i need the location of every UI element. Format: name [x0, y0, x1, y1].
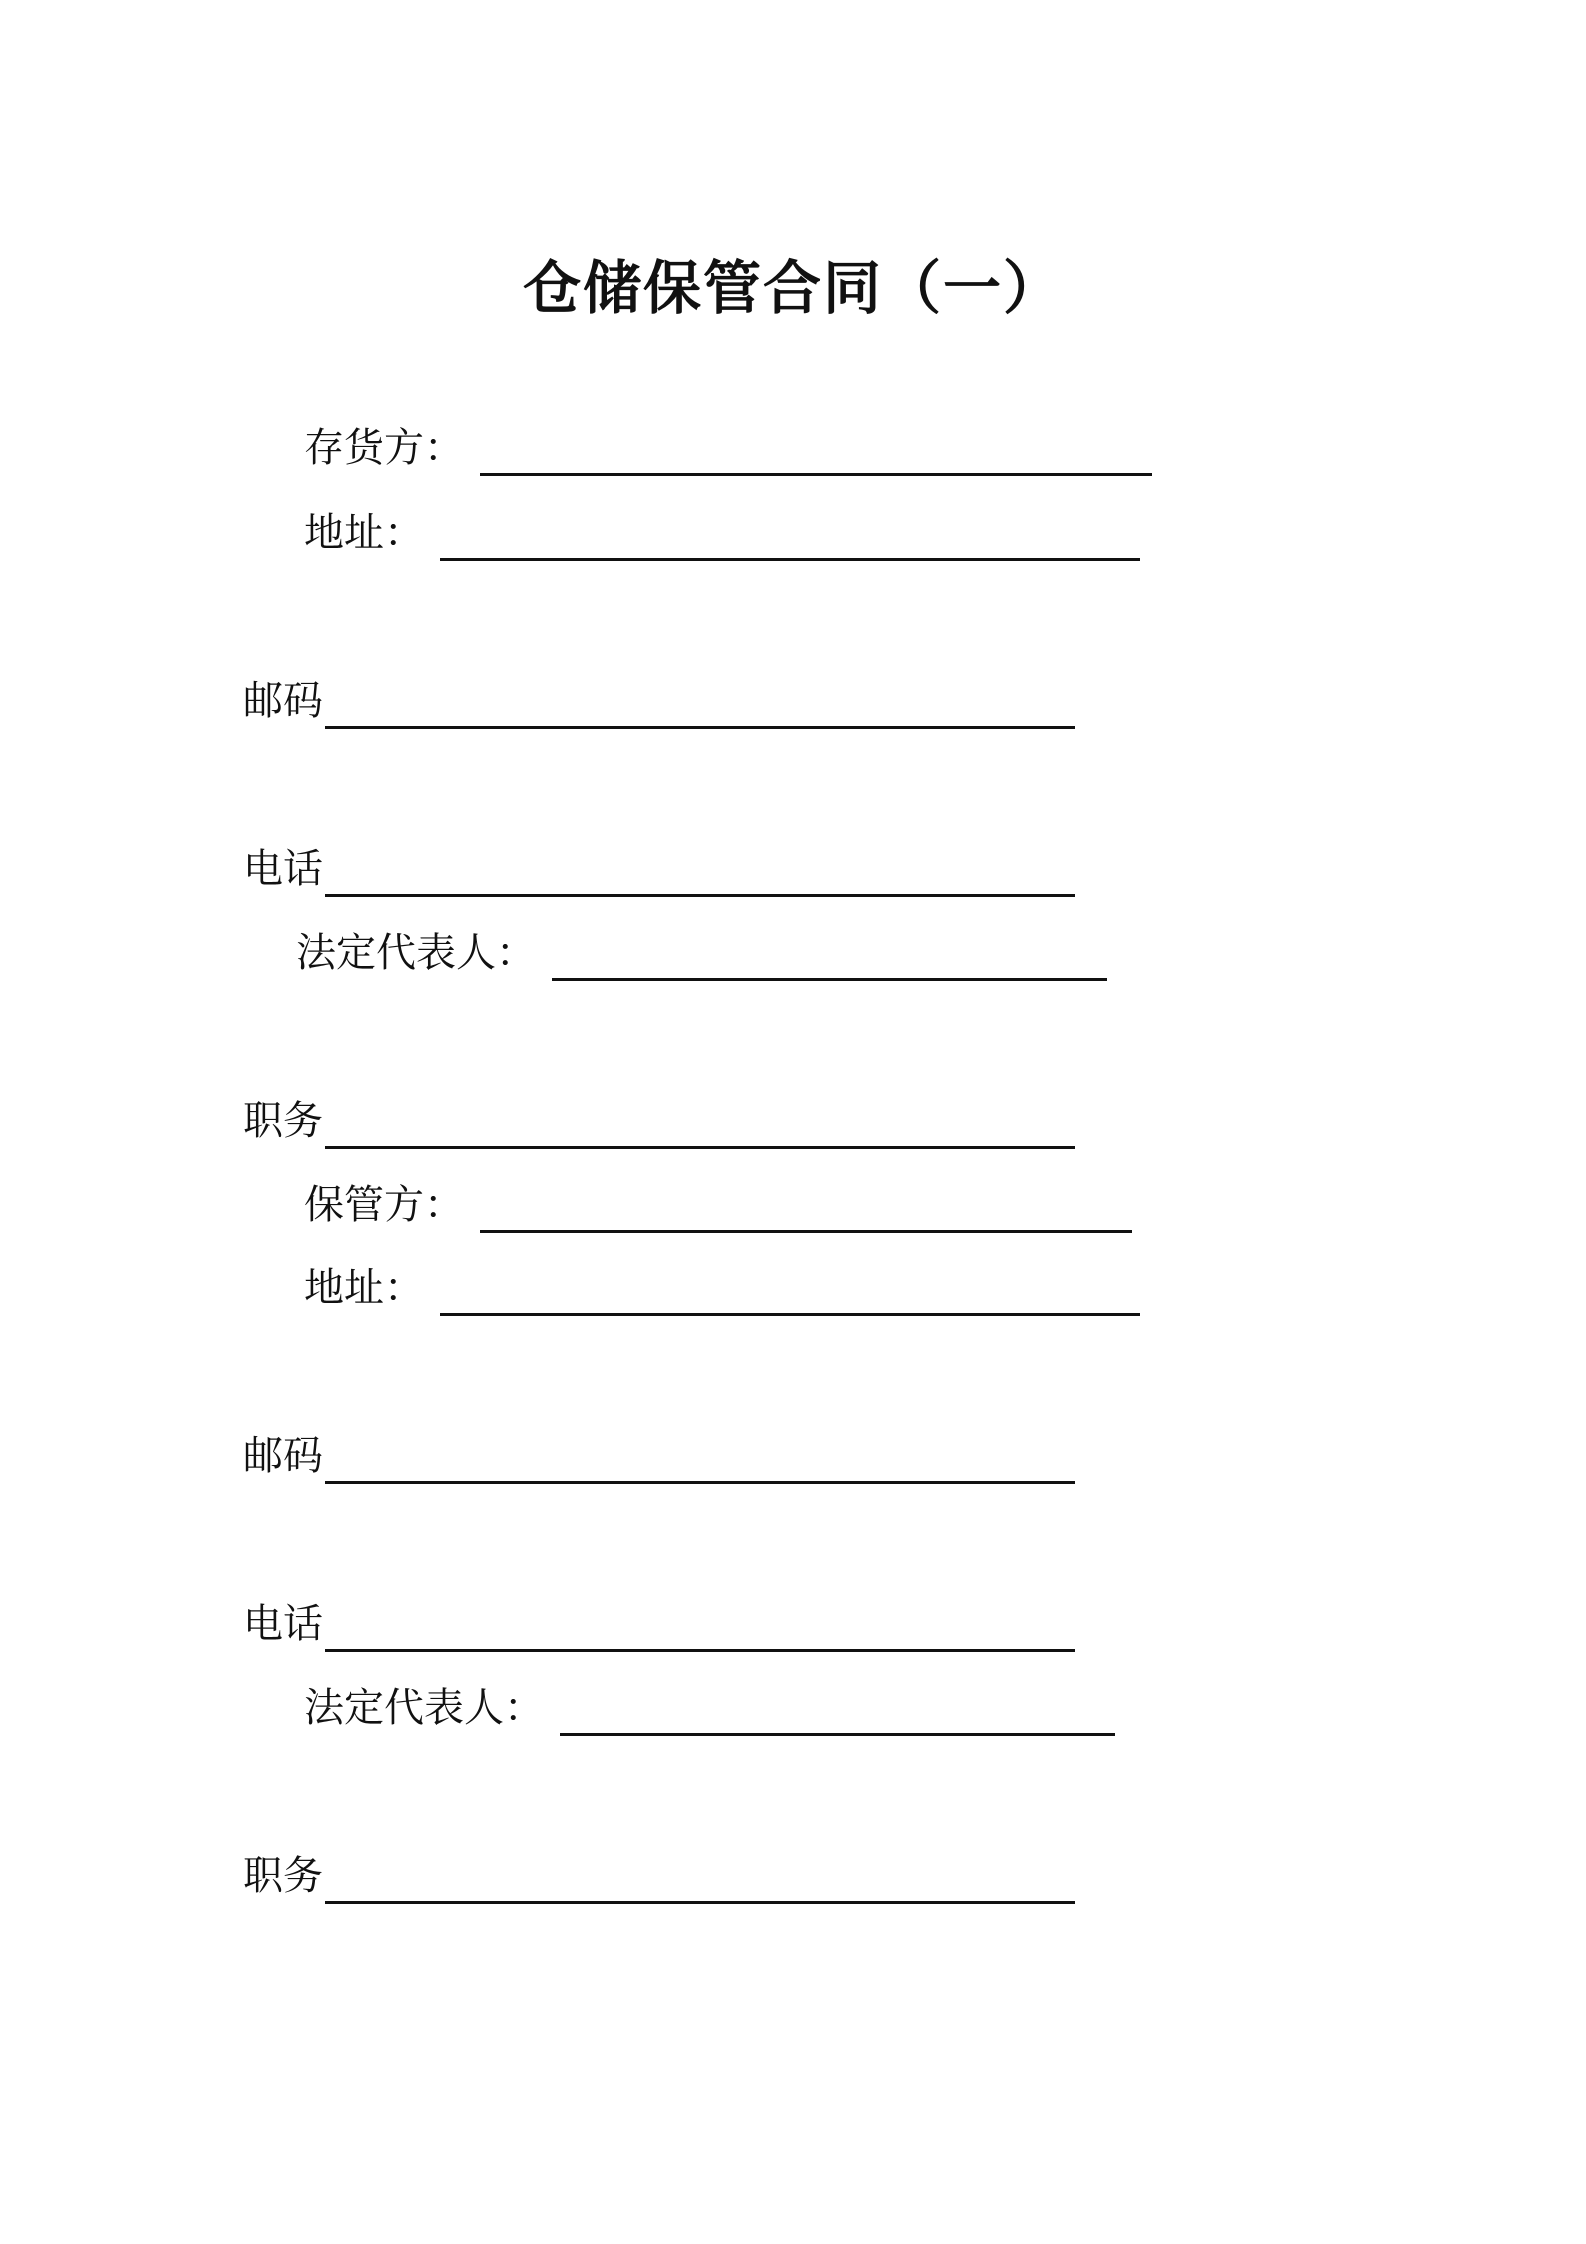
- custodian-position-label: 职务: [243, 1853, 323, 1899]
- depositor-party-label: 存货方：: [304, 425, 464, 471]
- custodian-phone-field: [243, 1596, 1075, 1652]
- custodian-postcode-label: 邮码: [243, 1433, 323, 1479]
- custodian-postcode-field: [243, 1428, 1075, 1484]
- custodian-legal-rep-label: 法定代表人：: [304, 1685, 544, 1731]
- depositor-legal-rep-field: [296, 925, 1107, 981]
- page-title: 仓储保管合同（一）: [522, 254, 1063, 322]
- custodian-phone-label: 电话: [243, 1601, 323, 1647]
- custodian-party-blank[interactable]: [480, 1184, 1132, 1233]
- custodian-postcode-blank[interactable]: [325, 1435, 1075, 1484]
- depositor-party-blank[interactable]: [480, 427, 1152, 476]
- depositor-postcode-blank[interactable]: [325, 680, 1075, 729]
- custodian-position-blank[interactable]: [325, 1855, 1075, 1904]
- custodian-address-field: [304, 1260, 1140, 1316]
- depositor-address-label: 地址：: [304, 510, 424, 556]
- depositor-postcode-field: [243, 673, 1075, 729]
- depositor-position-blank[interactable]: [325, 1100, 1075, 1149]
- depositor-phone-field: [243, 841, 1075, 897]
- depositor-position-label: 职务: [243, 1098, 323, 1144]
- depositor-phone-blank[interactable]: [325, 848, 1075, 897]
- depositor-legal-rep-label: 法定代表人：: [296, 930, 536, 976]
- depositor-address-field: [304, 505, 1140, 561]
- depositor-phone-label: 电话: [243, 846, 323, 892]
- depositor-postcode-label: 邮码: [243, 678, 323, 724]
- depositor-party-field: [304, 420, 1152, 476]
- depositor-position-field: [243, 1093, 1075, 1149]
- custodian-phone-blank[interactable]: [325, 1603, 1075, 1652]
- custodian-position-field: [243, 1848, 1075, 1904]
- depositor-legal-rep-blank[interactable]: [552, 932, 1107, 981]
- custodian-party-label: 保管方：: [304, 1182, 464, 1228]
- depositor-address-blank[interactable]: [440, 512, 1140, 561]
- custodian-address-blank[interactable]: [440, 1267, 1140, 1316]
- custodian-legal-rep-field: [304, 1680, 1115, 1736]
- custodian-party-field: [304, 1177, 1132, 1233]
- custodian-legal-rep-blank[interactable]: [560, 1687, 1115, 1736]
- custodian-address-label: 地址：: [304, 1265, 424, 1311]
